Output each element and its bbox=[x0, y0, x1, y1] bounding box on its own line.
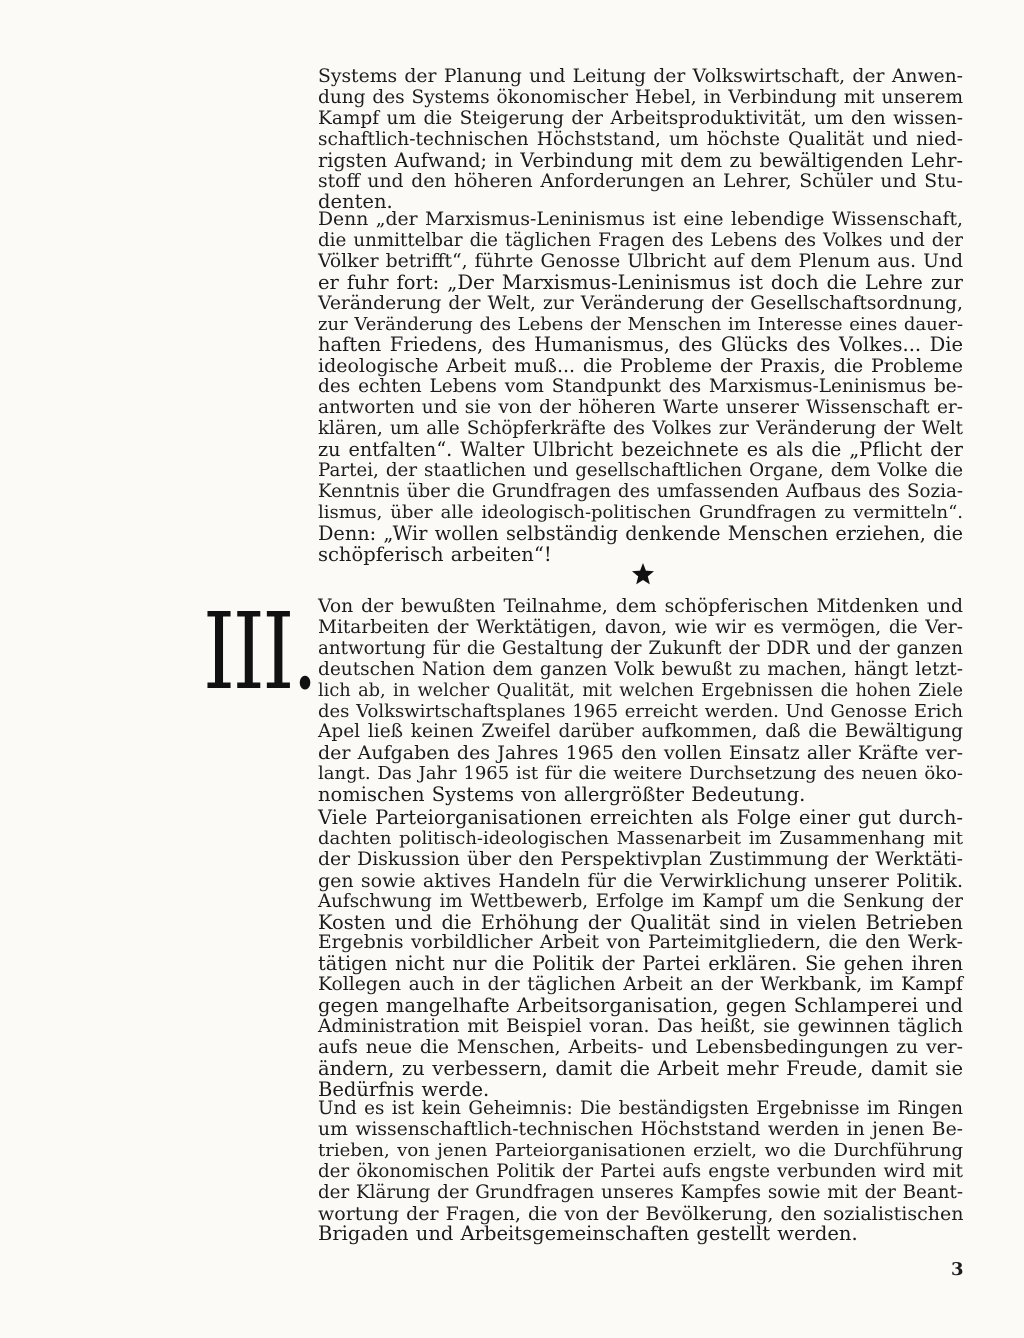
text-line: der Aufgaben des Jahres 1965 den vollen Einsatz aller Kräfte ver- bbox=[318, 742, 963, 765]
text-line: Partei, der staatlichen und gesellschaftlichen Organe, dem Volke die bbox=[318, 459, 963, 481]
star-icon bbox=[631, 562, 655, 586]
text-line: Kenntnis über die Grundfragen des umfassenden Aufbaus des Sozia- bbox=[318, 480, 963, 502]
text-line: dachten politisch-ideologischen Massenarbeit im Zusammenhang mit bbox=[318, 827, 963, 849]
text-line: haften Friedens, des Humanismus, des Glücks des Volkes... Die bbox=[318, 333, 963, 357]
text-line: Viele Parteiorganisationen erreichten als Folge einer gut durch- bbox=[318, 806, 963, 829]
text-line: Systems der Planung und Leitung der Volkswirtschaft, der Anwen- bbox=[318, 66, 963, 87]
text-line: Brigaden und Arbeitsgemeinschaften gestellt werden. bbox=[318, 1222, 858, 1246]
text-line: schöpferisch arbeiten“! bbox=[318, 542, 552, 566]
paragraph-1 bbox=[318, 67, 963, 213]
text-line: Denn „der Marxismus-Leninismus ist eine lebendige Wissenschaft, bbox=[318, 209, 963, 230]
paragraph-4 bbox=[318, 808, 963, 1101]
text-line: denten. bbox=[318, 190, 393, 214]
text-line: der Diskussion über den Perspektivplan Zustimmung der Werktäti- bbox=[318, 848, 963, 870]
text-line: antworten und sie von der höheren Warte unserer Wissenschaft er- bbox=[318, 397, 963, 419]
text-line: der ökonomischen Politik der Partei aufs engste verbunden wird mit bbox=[318, 1160, 963, 1182]
paragraph-5 bbox=[318, 1099, 963, 1245]
text-line: ändern, zu verbessern, damit die Arbeit mehr Freude, damit sie bbox=[318, 1056, 963, 1080]
text-line: Und es ist kein Geheimnis: Die beständigsten Ergebnisse im Ringen bbox=[318, 1098, 963, 1119]
text-line: gen sowie aktives Handeln für die Verwirklichung unserer Politik. bbox=[318, 869, 963, 892]
text-line: rigsten Aufwand; in Verbindung mit dem zu bewältigenden Lehr- bbox=[318, 148, 963, 172]
text-line: dung des Systems ökonomischer Hebel, in Verbindung mit unserem bbox=[318, 86, 964, 108]
text-line: Denn: „Wir wollen selbständig denkende Menschen erziehen, die bbox=[318, 521, 963, 545]
text-line: klären, um alle Schöpferkräfte des Volkes zur Veränderung der Welt bbox=[318, 418, 963, 440]
section-numeral: III. bbox=[203, 588, 316, 714]
text-line: Bedürfnis werde. bbox=[318, 1077, 490, 1101]
text-line: Kosten und die Erhöhung der Qualität sind in vielen Betrieben bbox=[318, 910, 963, 934]
text-line: um wissenschaftlich-technischen Höchststand werden in jenen Be- bbox=[318, 1118, 963, 1140]
text-line: stoff und den höheren Anforderungen an Lehrer, Schüler und Stu- bbox=[318, 170, 963, 192]
text-line: Apel ließ keinen Zweifel darüber aufkommen, daß die Bewältigung bbox=[318, 721, 963, 743]
text-line: des Volkswirtschaftsplanes 1965 erreicht werden. Und Genosse Erich bbox=[318, 700, 964, 722]
page-number: 3 bbox=[951, 1259, 964, 1280]
paragraph-3 bbox=[318, 597, 963, 806]
text-line: wortung der Fragen, die von der Bevölkerung, den sozialistischen bbox=[318, 1202, 964, 1225]
text-line: der Klärung der Grundfragen unseres Kampfes sowie mit der Beant- bbox=[318, 1181, 963, 1203]
text-line: antwortung für die Gestaltung der Zukunft der DDR und der ganzen bbox=[318, 637, 963, 659]
text-line: aufs neue die Menschen, Arbeits- und Lebensbedingungen zu ver- bbox=[318, 1036, 963, 1058]
text-line: Administration mit Beispiel voran. Das heißt, sie gewinnen täglich bbox=[318, 1016, 963, 1038]
text-line: Veränderung der Welt, zur Veränderung der Gesellschaftsordnung, bbox=[318, 292, 963, 314]
text-line: lismus, über alle ideologisch-politischen Grundfragen zu vermitteln“. bbox=[318, 501, 963, 523]
text-line: ideologische Arbeit muß... die Probleme der Praxis, die Probleme bbox=[318, 355, 963, 378]
text-line: die unmittelbar die täglichen Fragen des Lebens des Volkes und der bbox=[318, 229, 963, 251]
text-line: Ergebnis vorbildlicher Arbeit von Parteimitgliedern, die den Werk- bbox=[318, 932, 963, 954]
text-line: gegen mangelhafte Arbeitsorganisation, gegen Schlamperei und bbox=[318, 994, 963, 1018]
paragraph-2 bbox=[318, 210, 963, 565]
text-line: Aufschwung im Wettbewerb, Erfolge im Kampf um die Senkung der bbox=[318, 890, 963, 912]
text-line: lich ab, in welcher Qualität, mit welchen Ergebnissen die hohen Ziele bbox=[318, 680, 963, 701]
text-line: tätigen nicht nur die Politik der Partei erklären. Sie gehen ihren bbox=[318, 952, 963, 976]
text-line: Kampf um die Steigerung der Arbeitsproduktivität, um den wissen- bbox=[318, 107, 963, 129]
text-line: Mitarbeiten der Werktätigen, davon, wie wir es vermögen, die Ver- bbox=[318, 616, 963, 638]
text-line: langt. Das Jahr 1965 ist für die weitere Durchsetzung des neuen öko- bbox=[318, 763, 963, 785]
text-line: zur Veränderung des Lebens der Menschen im Interesse eines dauer- bbox=[318, 313, 964, 335]
text-line: deutschen Nation dem ganzen Volk bewußt zu machen, hängt letzt- bbox=[318, 658, 963, 680]
text-line: nomischen Systems von allergrößter Bedeutung. bbox=[318, 783, 806, 807]
text-line: schaftlich-technischen Höchststand, um höchste Qualität und nied- bbox=[318, 128, 963, 150]
text-line: Kollegen auch in der täglichen Arbeit an der Werkbank, im Kampf bbox=[318, 974, 963, 996]
text-line: trieben, von jenen Parteiorganisationen erzielt, wo die Durchführung bbox=[318, 1139, 963, 1161]
text-line: er fuhr fort: „Der Marxismus-Leninismus ist doch die Lehre zur bbox=[318, 270, 963, 294]
text-line: zu entfalten“. Walter Ulbricht bezeichnete es als die „Pflicht der bbox=[318, 437, 963, 461]
text-line: Von der bewußten Teilnahme, dem schöpferischen Mitdenken und bbox=[318, 596, 963, 617]
text-line: Völker betrifft“, führte Genosse Ulbricht auf dem Plenum aus. Und bbox=[318, 250, 963, 272]
text-line: des echten Lebens vom Standpunkt des Marxismus-Leninismus be- bbox=[318, 376, 963, 398]
